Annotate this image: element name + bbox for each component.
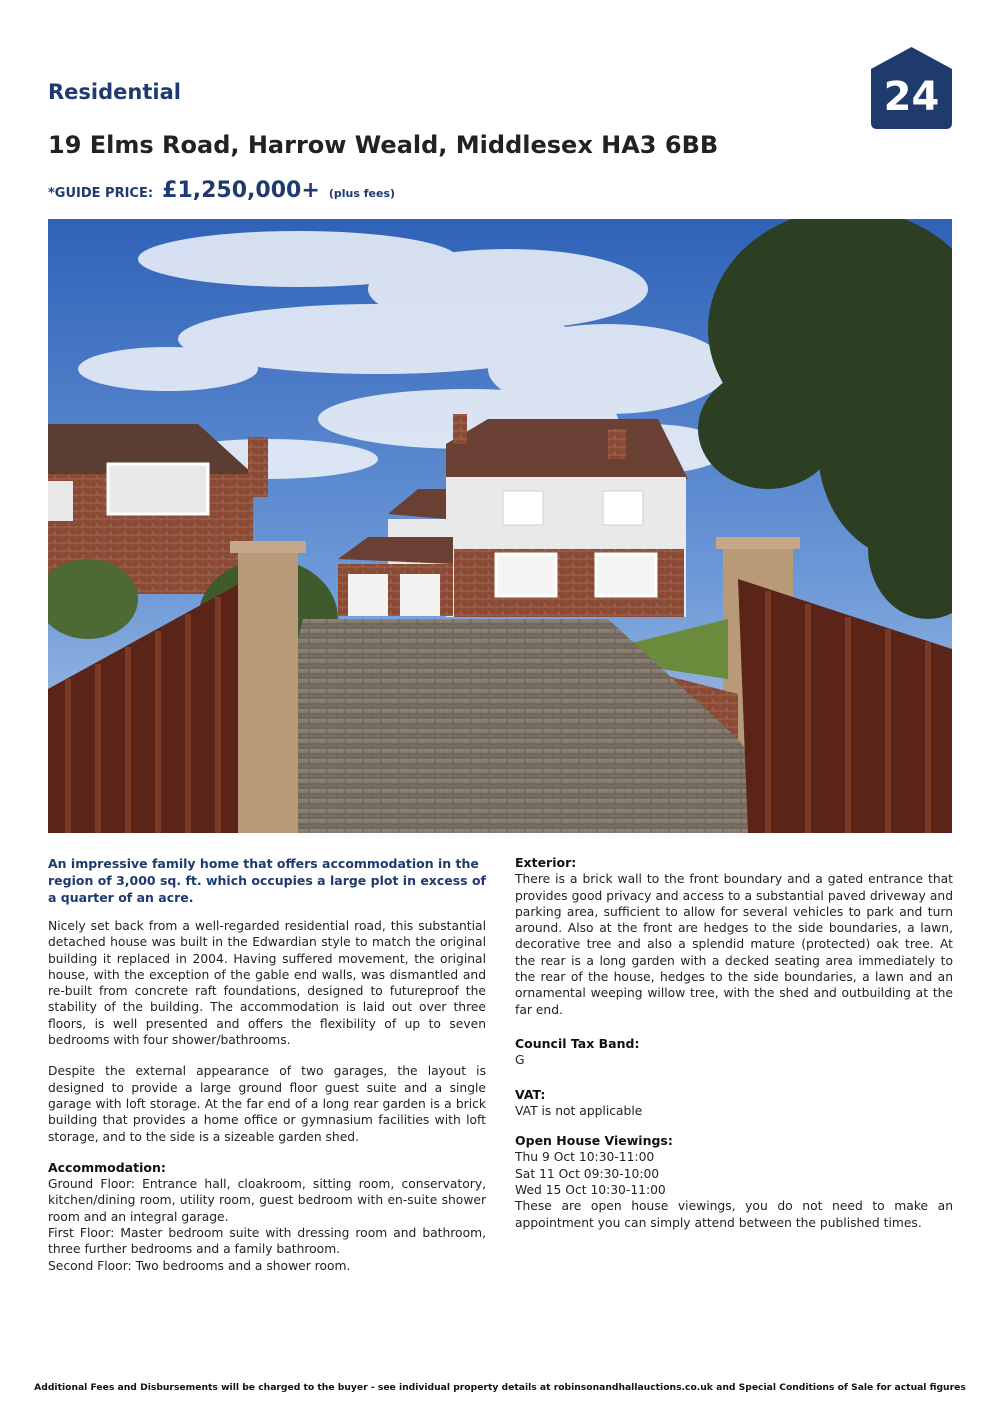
description-paragraph: Despite the external appearance of two garages, the layout is designed to provide a large ground floor guest suite and a single garage with loft storage. At the far end of a long rear garden is a brick building that provides a home office or gymnasium facilities with loft storage, and to the side is a sizeable garden shed. [48,1064,486,1144]
council-tax-value: G [515,1053,525,1068]
viewings-note: These are open house viewings, you do not need to make an appointment you can simply attend between the published times. [515,1199,953,1230]
council-tax-section [515,1036,953,1069]
guide-price [48,178,395,203]
footer-disclaimer: Additional Fees and Disbursements will be charged to the buyer - see individual property details at robinsonandhallauctions.co.uk and Special Conditions of Sale for actual figures [34,1382,966,1393]
vat-section [515,1087,953,1120]
ground-floor-text: Ground Floor: Entrance hall, cloakroom, sitting room, conservatory, kitchen/dining room, utility room, guest bedroom with en-suite shower room and an integral garage. [48,1177,486,1224]
exterior-section [515,855,953,1018]
lot-number: 24 [883,74,940,120]
vat-heading: VAT: [515,1086,546,1102]
accommodation-section [48,1160,486,1274]
guide-price-value: £1,250,000+ [162,178,320,203]
first-floor-text: First Floor: Master bedroom suite with dressing room and bathroom, three further bedrooms and a family bathroom. [48,1226,486,1257]
council-tax-heading: Council Tax Band: [515,1035,640,1051]
right-column [515,855,953,1245]
second-floor-text: Second Floor: Two bedrooms and a shower room. [48,1258,351,1273]
property-photo [48,219,952,833]
viewings-section [515,1133,953,1231]
guide-price-fees: (plus fees) [328,187,396,200]
viewing-time: Sat 11 Oct 09:30-10:00 [515,1166,660,1181]
viewings-heading: Open House Viewings: [515,1133,673,1149]
vat-value: VAT is not applicable [515,1103,643,1118]
lot-number-badge [871,47,952,129]
description-paragraph: Nicely set back from a well-regarded residential road, this substantial detached house was built in the Edwardian style to match the original building it replaced in 2004. Having suffered movement, the original house, with the exception of the gable end walls, was dismantled and re-built from concrete raft foundations, designed to futureproof the stability of the building. The accommodation is laid out over three floors, is well presented and offers the flexibility of up to seven bedrooms with four shower/bathrooms. [48,919,486,1048]
category-heading: Residential [48,80,181,104]
guide-price-label: *GUIDE PRICE: [48,186,154,201]
left-column [48,855,486,1288]
accommodation-heading: Accommodation: [48,1159,166,1175]
viewing-time: Wed 15 Oct 10:30-11:00 [515,1183,666,1198]
intro-text: An impressive family home that offers accommodation in the region of 3,000 sq. ft. which occupies a large plot in excess of a quarter of an acre. [48,856,487,905]
exterior-text: There is a brick wall to the front boundary and a gated entrance that provides good privacy and access to a substantial paved driveway and parking area, sufficient to allow for several vehicles to park and turn around. Also at the front are hedges to the side boundaries, a lawn, decorative tree and also a splendid mature (protected) oak tree. At the rear is a long garden with a decked seating area immediately to the rear of the house, hedges to the side boundaries, a lawn and an ornamental weeping willow tree, with the shed and outbuilding at the far end. [515,872,953,1017]
exterior-heading: Exterior: [515,855,577,870]
viewing-time: Thu 9 Oct 10:30-11:00 [515,1150,655,1165]
property-address: 19 Elms Road, Harrow Weald, Middlesex HA3 6BB [48,131,719,159]
